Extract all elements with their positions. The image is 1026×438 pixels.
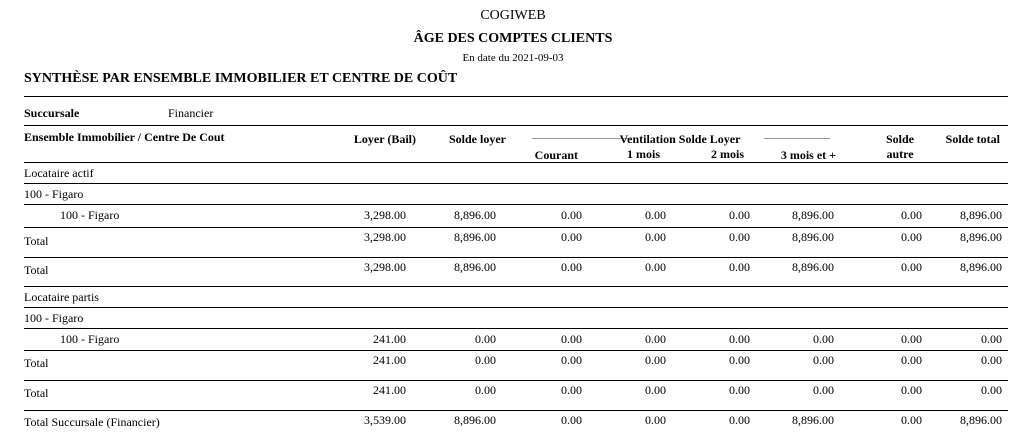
- cell-solde-total: 0.00: [981, 332, 1002, 346]
- cell-solde-loyer: 8,896.00: [454, 260, 496, 274]
- cell-courant: 0.00: [561, 230, 582, 244]
- cell-solde-total: 0.00: [981, 383, 1002, 397]
- col-solde-autre-2: autre: [886, 147, 914, 161]
- cell-1-mois: 0.00: [645, 353, 666, 367]
- row-rule: [24, 257, 1008, 258]
- total-label: Total: [24, 386, 49, 400]
- cell-loyer: 3,298.00: [364, 260, 406, 274]
- cell-solde-autre: 0.00: [901, 332, 922, 346]
- row-rule: [24, 380, 1008, 381]
- row-rule: [24, 183, 1008, 184]
- cell-3-mois: 8,896.00: [792, 413, 834, 427]
- row-rule: [24, 286, 1008, 287]
- col-1-mois: 1 mois: [627, 147, 660, 161]
- cell-3-mois: 0.00: [813, 353, 834, 367]
- cell-2-mois: 0.00: [729, 260, 750, 274]
- cell-loyer: 241.00: [373, 353, 406, 367]
- row-rule: [24, 307, 1008, 308]
- cell-solde-autre: 0.00: [901, 208, 922, 222]
- cell-solde-autre: 0.00: [901, 413, 922, 427]
- cell-courant: 0.00: [561, 208, 582, 222]
- cell-solde-total: 8,896.00: [960, 413, 1002, 427]
- cell-solde-autre: 0.00: [901, 353, 922, 367]
- col-solde-autre-1: Solde: [885, 132, 914, 146]
- header-rule: [24, 96, 1008, 97]
- row-rule: [24, 204, 1008, 205]
- col-ensemble: Ensemble Immobilier / Centre De Cout: [24, 130, 225, 144]
- cell-solde-autre: 0.00: [901, 230, 922, 244]
- cell-2-mois: 0.00: [729, 383, 750, 397]
- cell-loyer: 3,298.00: [364, 208, 406, 222]
- cell-1-mois: 0.00: [645, 230, 666, 244]
- property-label: 100 - Figaro: [24, 187, 84, 201]
- cell-3-mois: 8,896.00: [792, 230, 834, 244]
- cell-loyer: 241.00: [373, 332, 406, 346]
- col-3-mois: 3 mois et +: [780, 148, 836, 162]
- row-rule: [24, 328, 1008, 329]
- cell-2-mois: 0.00: [729, 208, 750, 222]
- cell-solde-autre: 0.00: [901, 260, 922, 274]
- cell-2-mois: 0.00: [729, 413, 750, 427]
- property-label: 100 - Figaro: [24, 311, 84, 325]
- cell-solde-loyer: 0.00: [475, 332, 496, 346]
- cost-center-label: 100 - Figaro: [60, 332, 120, 346]
- cell-3-mois: 8,896.00: [792, 208, 834, 222]
- row-rule: [24, 227, 1008, 228]
- cell-2-mois: 0.00: [729, 332, 750, 346]
- cell-1-mois: 0.00: [645, 332, 666, 346]
- cell-solde-total: 8,896.00: [960, 208, 1002, 222]
- total-label: Total: [24, 263, 49, 277]
- cell-1-mois: 0.00: [645, 208, 666, 222]
- cell-courant: 0.00: [561, 353, 582, 367]
- cell-solde-loyer: 8,896.00: [454, 208, 496, 222]
- branch-total-label: Total Succursale (Financier): [24, 415, 160, 429]
- cell-1-mois: 0.00: [645, 383, 666, 397]
- cell-1-mois: 0.00: [645, 260, 666, 274]
- cell-3-mois: 8,896.00: [792, 260, 834, 274]
- columns-rule: [24, 162, 1008, 163]
- cell-solde-loyer: 0.00: [475, 383, 496, 397]
- col-loyer: Loyer (Bail): [353, 132, 416, 146]
- company-name: COGIWEB: [480, 8, 546, 23]
- branch-value: Financier: [168, 106, 214, 120]
- report-date: En date du 2021-09-03: [462, 52, 564, 64]
- cell-solde-loyer: 8,896.00: [454, 413, 496, 427]
- cell-solde-total: 0.00: [981, 353, 1002, 367]
- group-label: Locataire actif: [24, 166, 94, 180]
- cell-courant: 0.00: [561, 383, 582, 397]
- cell-solde-loyer: 0.00: [475, 353, 496, 367]
- cell-solde-loyer: 8,896.00: [454, 230, 496, 244]
- cell-3-mois: 0.00: [813, 332, 834, 346]
- row-rule: [24, 410, 1008, 411]
- cell-loyer: 3,298.00: [364, 230, 406, 244]
- cell-2-mois: 0.00: [729, 353, 750, 367]
- row-rule: [24, 350, 1008, 351]
- col-2-mois: 2 mois: [711, 147, 744, 161]
- total-label: Total: [24, 356, 49, 370]
- total-label: Total: [24, 234, 49, 248]
- col-solde-total: Solde total: [945, 132, 1000, 146]
- cost-center-label: 100 - Figaro: [60, 208, 120, 222]
- cell-courant: 0.00: [561, 332, 582, 346]
- branch-label: Succursale: [24, 106, 80, 120]
- branch-rule: [24, 125, 1008, 126]
- cell-courant: 0.00: [561, 260, 582, 274]
- cell-solde-total: 8,896.00: [960, 260, 1002, 274]
- ventilation-right-rule: [764, 138, 830, 139]
- report-subtitle: SYNTHÈSE PAR ENSEMBLE IMMOBILIER ET CENTRE DE COÛT: [24, 71, 458, 86]
- cell-3-mois: 0.00: [813, 383, 834, 397]
- col-courant: Courant: [534, 148, 578, 162]
- cell-loyer: 241.00: [373, 383, 406, 397]
- cell-2-mois: 0.00: [729, 230, 750, 244]
- col-ventilation: Ventilation Solde Loyer: [619, 132, 741, 146]
- col-solde-loyer: Solde loyer: [449, 132, 506, 146]
- cell-courant: 0.00: [561, 413, 582, 427]
- group-label: Locataire partis: [24, 290, 99, 304]
- report-title: ÂGE DES COMPTES CLIENTS: [413, 31, 613, 46]
- cell-loyer: 3,539.00: [364, 413, 406, 427]
- cell-solde-autre: 0.00: [901, 383, 922, 397]
- cell-solde-total: 8,896.00: [960, 230, 1002, 244]
- cell-1-mois: 0.00: [645, 413, 666, 427]
